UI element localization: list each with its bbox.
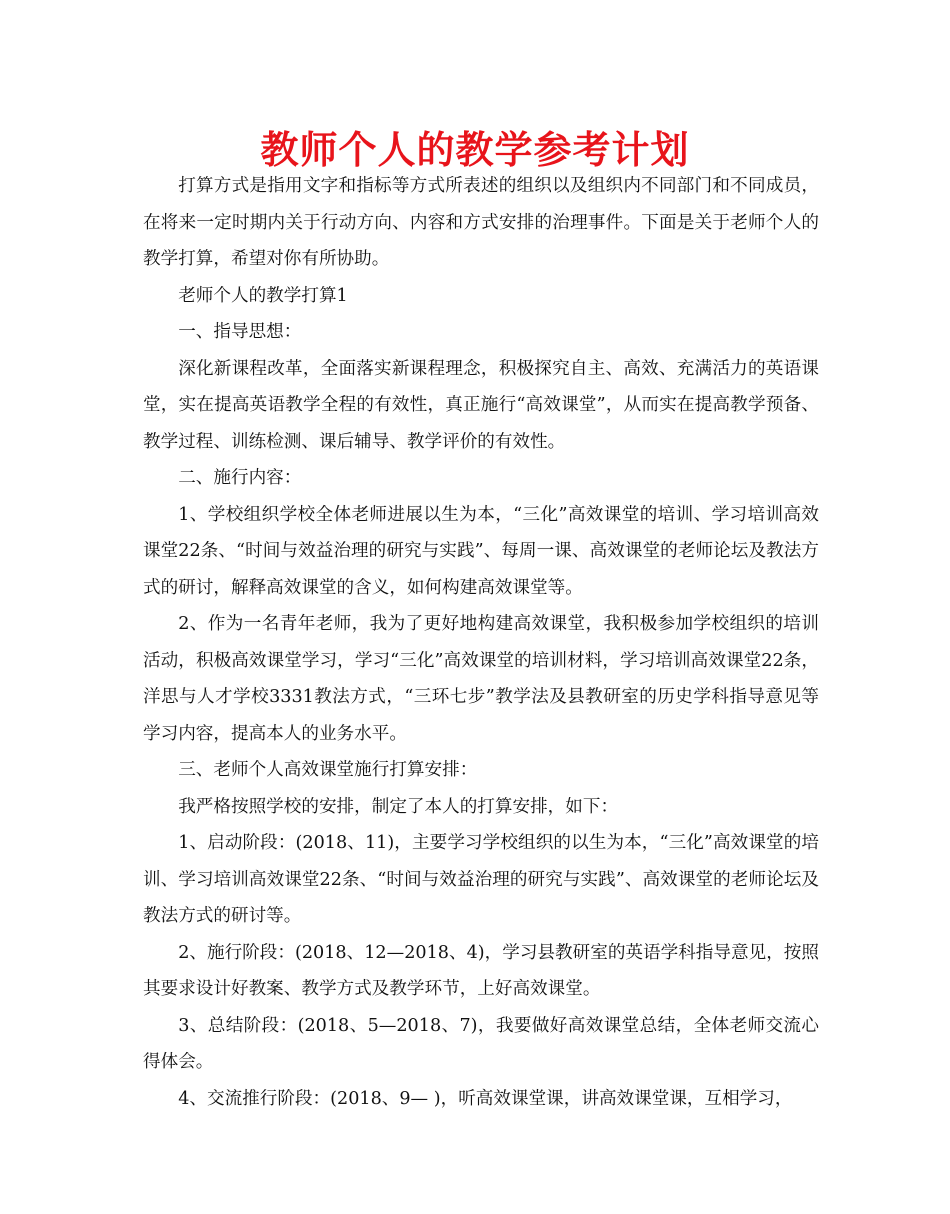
paragraph-plan-heading: 老师个人的教学打算1 [178, 285, 348, 306]
paragraph-stage-1: 1、启动阶段：(2018、11)，主要学习学校组织的以生为本，“三化”高效课堂的培训、学习培训高效课堂22条、“时间与效益治理的研究与实践”、高效课堂的老师论坛及教法方式的研讨等。 [143, 833, 819, 926]
document-body [143, 168, 819, 1117]
paragraph-stage-2: 2、施行阶段：(2018、12—2018、4)，学习县教研室的英语学科指导意见，按照其要求设计好教案、教学方式及教学环节，上好高效课堂。 [143, 942, 819, 999]
paragraph-intro: 打算方式是指用文字和指标等方式所表述的组织以及组织内不同部门和不同成员，在将来一定时期内关于行动方向、内容和方式安排的治理事件。下面是关于老师个人的教学打算，希望对你有所协助。 [143, 176, 819, 269]
document-title: 教师个人的教学参考计划 [260, 128, 690, 172]
paragraph-schedule-intro: 我严格按照学校的安排，制定了本人的打算安排，如下： [178, 796, 619, 817]
section-heading-guiding-ideology: 一、指导思想： [178, 322, 302, 342]
paragraph-guiding-ideology: 深化新课程改革，全面落实新课程理念，积极探究自主、高效、充满活力的英语课堂，实在提高英语教学全程的有效性，真正施行“高效课堂”，从而实在提高教学预备、教学过程、训练检测、课后辅导、教学评价的有效性。 [143, 358, 819, 452]
section-heading-implementation-content: 二、施行内容： [178, 468, 302, 488]
paragraph-content-item-2: 2、作为一名青年老师，我为了更好地构建高效课堂，我积极参加学校组织的培训活动，积极高效课堂学习，学习“三化”高效课堂的培训材料，学习培训高效课堂22条，洋思与人才学校3331教法方式，“三环七步”教学法及县教研室的历史学科指导意见等学习内容，提高本人的业务水平。 [143, 614, 819, 744]
section-heading-schedule: 三、老师个人高效课堂施行打算安排： [178, 760, 478, 780]
paragraph-stage-4: 4、交流推行阶段：(2018、9— )，听高效课堂课，讲高效课堂课，互相学习， [178, 1088, 793, 1109]
paragraph-content-item-1: 1、学校组织学校全体老师进展以生为本，“三化”高效课堂的培训、学习培训高效课堂22条、“时间与效益治理的研究与实践”、每周一课、高效课堂的老师论坛及教法方式的研讨，解释高效课堂的含义，如何构建高效课堂等。 [143, 504, 819, 598]
paragraph-stage-3: 3、总结阶段：(2018、5—2018、7)，我要做好高效课堂总结，全体老师交流心得体会。 [143, 1015, 819, 1072]
